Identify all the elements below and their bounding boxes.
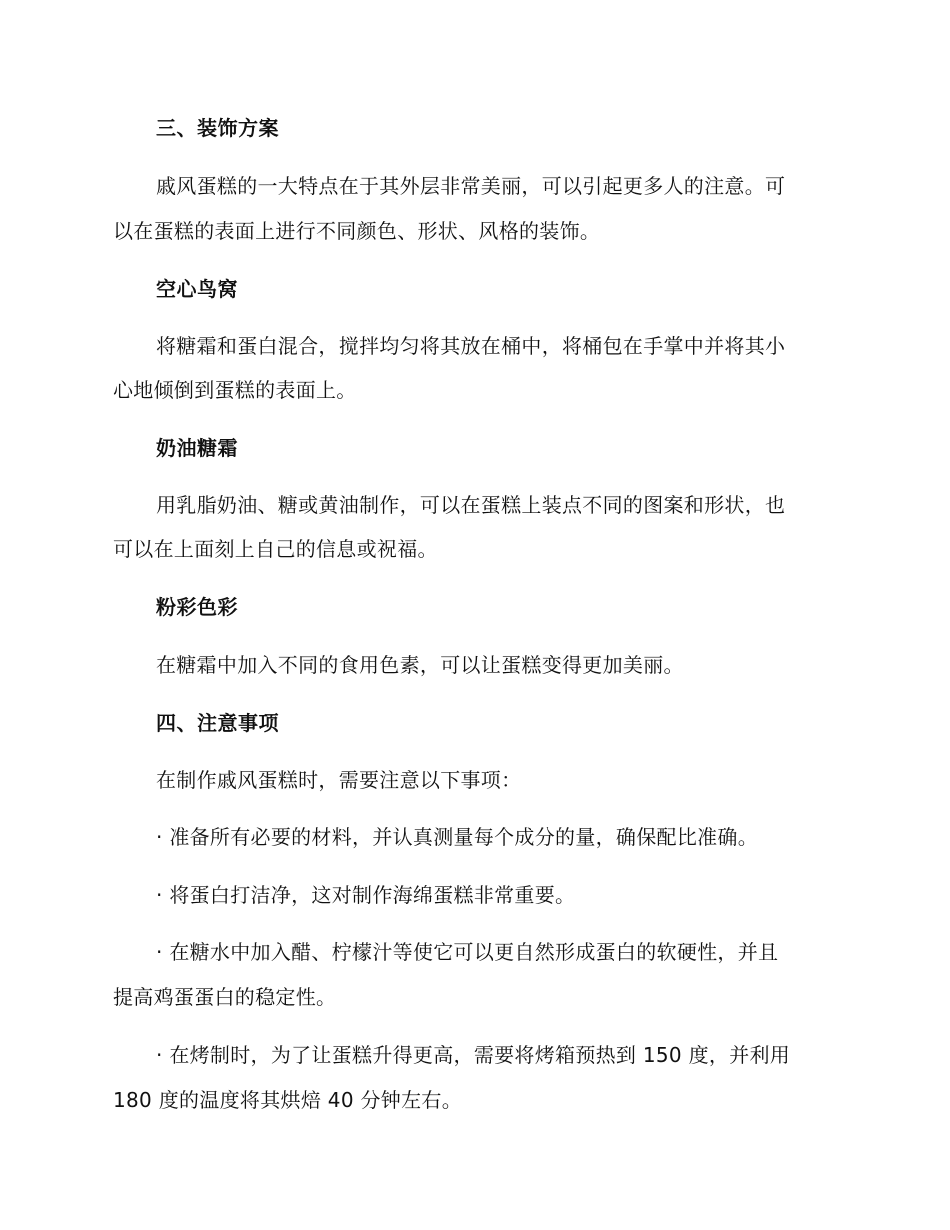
section-heading-decoration: 三、装饰方案 [156, 116, 279, 140]
bullet-item: · 将蛋白打洁净，这对制作海绵蛋糕非常重要。 [156, 883, 576, 907]
paragraph-line: 在制作戚风蛋糕时，需要注意以下事项： [156, 768, 522, 792]
paragraph-line: 用乳脂奶油、糖或黄油制作，可以在蛋糕上装点不同的图案和形状，也 [156, 493, 786, 517]
bullet-item-continuation: 180 度的温度将其烘焙 40 分钟左右。 [113, 1088, 462, 1112]
paragraph-line: 在糖霜中加入不同的食用色素，可以让蛋糕变得更加美丽。 [156, 653, 684, 677]
subheading-pastel-colors: 粉彩色彩 [156, 595, 238, 619]
paragraph-line: 以在蛋糕的表面上进行不同颜色、形状、风格的装饰。 [113, 219, 601, 243]
paragraph-line: 戚风蛋糕的一大特点在于其外层非常美丽，可以引起更多人的注意。可 [156, 174, 786, 198]
bullet-item: · 准备所有必要的材料，并认真测量每个成分的量，确保配比准确。 [156, 825, 759, 849]
bullet-item: · 在糖水中加入醋、柠檬汁等使它可以更自然形成蛋白的软硬性，并且 [156, 940, 779, 964]
section-heading-notes: 四、注意事项 [156, 711, 279, 735]
subheading-butter-frosting: 奶油糖霜 [156, 436, 238, 460]
subheading-hollow-nest: 空心鸟窝 [156, 277, 238, 301]
paragraph-line: 可以在上面刻上自己的信息或祝福。 [113, 537, 438, 561]
paragraph-line: 将糖霜和蛋白混合，搅拌均匀将其放在桶中，将桶包在手掌中并将其小 [156, 334, 786, 358]
bullet-item-continuation: 提高鸡蛋蛋白的稳定性。 [113, 985, 337, 1009]
paragraph-line: 心地倾倒到蛋糕的表面上。 [113, 378, 357, 402]
bullet-item: · 在烤制时，为了让蛋糕升得更高，需要将烤箱预热到 150 度，并利用 [156, 1043, 791, 1067]
